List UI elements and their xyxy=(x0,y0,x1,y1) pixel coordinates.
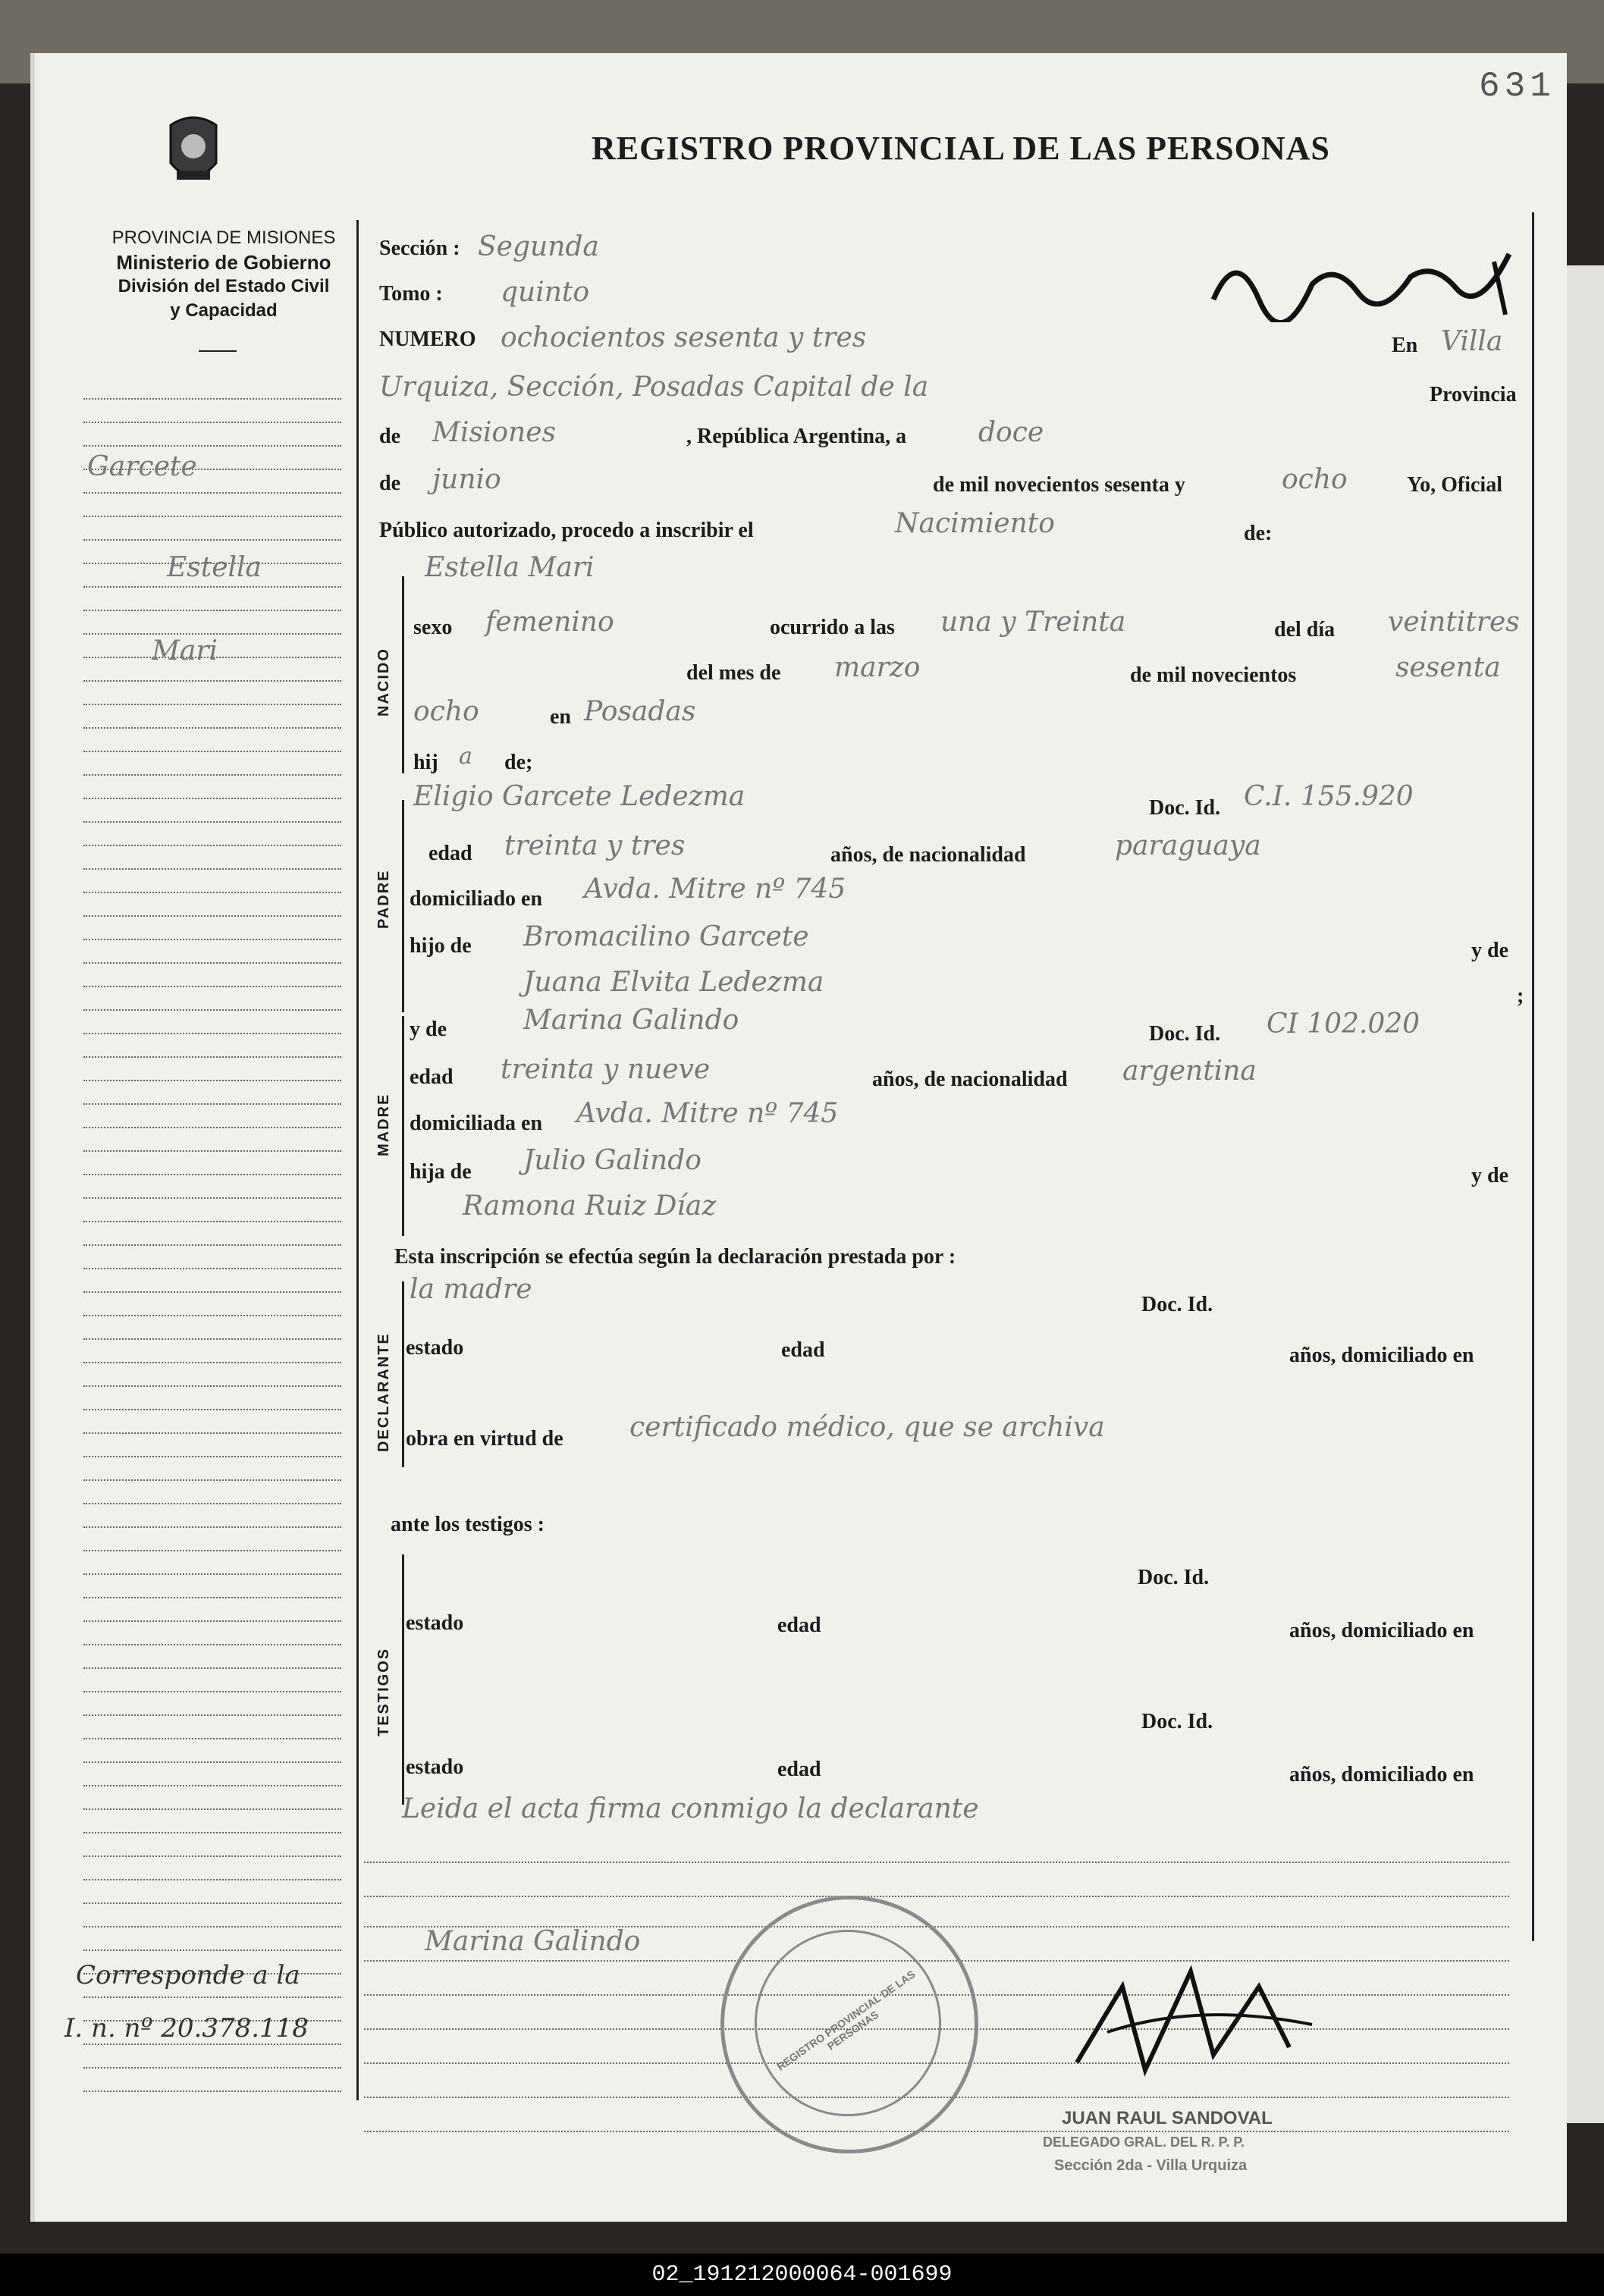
publico-label: Público autorizado, procedo a inscribir el xyxy=(379,519,754,542)
madre-nombre-value: Marina Galindo xyxy=(523,1005,739,1036)
nacido-section-label: NACIDO xyxy=(375,648,392,717)
margin-ruled-line xyxy=(83,1879,341,1880)
margin-ruled-line xyxy=(83,1644,341,1645)
madre-nac-label: años, de nacionalidad xyxy=(872,1068,1068,1091)
hora-value: una y Treinta xyxy=(940,607,1126,638)
anio-nac-value: sesenta xyxy=(1395,652,1501,683)
margin-ruled-line xyxy=(83,1785,341,1786)
padre-doc-label: Doc. Id. xyxy=(1149,796,1221,820)
padre-madre-value: Juana Elvita Ledezma xyxy=(523,967,824,998)
declarante-doc-label: Doc. Id. xyxy=(1141,1293,1213,1316)
madre-madre-value: Ramona Ruiz Díaz xyxy=(463,1190,717,1222)
capacity-name: y Capacidad xyxy=(170,300,278,321)
margin-ruled-line xyxy=(83,986,341,987)
margin-ruled-line xyxy=(83,1949,341,1951)
padre-nac-value: paraguaya xyxy=(1115,830,1261,861)
hij-label: hij xyxy=(413,751,438,774)
testigo2-anios-label: años, domiciliado en xyxy=(1289,1763,1474,1786)
sexo-value: femenino xyxy=(485,607,614,638)
dia-nac-value: veintitres xyxy=(1388,607,1520,638)
anio-value: ocho xyxy=(1282,464,1348,495)
padre-padre-value: Bromacilino Garcete xyxy=(523,921,809,952)
oficial-label: Yo, Oficial xyxy=(1407,473,1502,497)
en-value: Villa xyxy=(1441,326,1503,357)
madre-padre-value: Julio Galindo xyxy=(523,1145,702,1176)
margin-ruled-line xyxy=(83,633,341,635)
margin-ruled-line xyxy=(83,1902,341,1904)
margin-ruled-line xyxy=(83,704,341,705)
margin-ruled-line xyxy=(83,1174,341,1175)
madre-edad-label: edad xyxy=(410,1065,454,1089)
margin-ruled-line xyxy=(83,962,341,964)
mil-label: de mil novecientos xyxy=(1130,663,1297,687)
margin-ruled-line xyxy=(83,2091,341,2092)
margin-ruled-line xyxy=(83,516,341,517)
margin-ruled-line xyxy=(83,1832,341,1833)
image-caption: 02_191212000064-001699 xyxy=(0,2254,1604,2296)
margin-ruled-line xyxy=(83,1385,341,1387)
margin-ruled-line xyxy=(83,1761,341,1763)
ministry-header xyxy=(72,226,375,323)
margin-ruled-line xyxy=(83,1620,341,1622)
margin-ruled-line xyxy=(83,1268,341,1269)
ministry-name: Ministerio de Gobierno xyxy=(116,251,331,274)
anio-label: de mil novecientos sesenta y xyxy=(933,473,1185,497)
margin-ruled-line xyxy=(83,1855,341,1857)
margin-ruled-line xyxy=(83,680,341,682)
mes-value: junio xyxy=(432,464,501,495)
testigo2-doc-label: Doc. Id. xyxy=(1141,1710,1213,1733)
margin-ruled-line xyxy=(83,727,341,729)
dia-value: doce xyxy=(978,417,1044,448)
margin-ruled-line xyxy=(83,1432,341,1434)
testigo1-edad-label: edad xyxy=(777,1614,821,1637)
margin-ruled-line xyxy=(83,1197,341,1199)
margin-ruled-line xyxy=(83,868,341,870)
margin-ruled-line xyxy=(83,892,341,893)
official-signature xyxy=(1062,1941,1335,2093)
official-office: Sección 2da - Villa Urquiza xyxy=(1054,2157,1248,2174)
margin-ruled-line xyxy=(83,751,341,752)
margin-divider xyxy=(356,220,359,2100)
de-label-2: de xyxy=(379,472,400,495)
padre-yde-label: y de xyxy=(1471,939,1508,962)
margin-ruled-line xyxy=(83,845,341,846)
nacido-bracket xyxy=(402,576,419,773)
madre-doc-value: CI 102.020 xyxy=(1267,1008,1420,1040)
leida-value: Leida el acta firma conmigo la declarante xyxy=(402,1793,979,1824)
seccion-label: Sección : xyxy=(379,237,460,260)
de-colon-label: de: xyxy=(1244,522,1273,545)
lugar-value: Urquiza, Sección, Posadas Capital de la xyxy=(379,372,929,403)
mes-nac-value: marzo xyxy=(834,652,921,683)
page-number: 631 xyxy=(1479,67,1555,106)
padre-semicolon: ; xyxy=(1517,984,1524,1008)
margin-ruled-line xyxy=(83,1479,341,1481)
seal-text: REGISTRO PROVINCIAL DE LAS PERSONAS xyxy=(774,1968,918,2073)
margin-ruled-line xyxy=(83,2044,341,2045)
margin-ruled-line xyxy=(83,1033,341,1034)
nombre-value: Estella Mari xyxy=(425,552,595,583)
testigos-intro: ante los testigos : xyxy=(391,1513,545,1536)
madre-edad-value: treinta y nueve xyxy=(501,1054,711,1085)
provincia-label: Provincia xyxy=(1430,383,1517,406)
margin-ruled-line xyxy=(83,1244,341,1246)
declarante-signature: Marina Galindo xyxy=(425,1926,641,1957)
declarante-section-label: DECLARANTE xyxy=(375,1332,392,1452)
margin-ruled-line xyxy=(83,1291,341,1293)
padre-edad-value: treinta y tres xyxy=(504,830,686,861)
margin-ruled-line xyxy=(83,1080,341,1081)
padre-dom-value: Avda. Mitre nº 745 xyxy=(584,874,846,905)
madre-dom-value: Avda. Mitre nº 745 xyxy=(576,1098,839,1129)
declarante-intro: Esta inscripción se efectúa según la declaración prestada por : xyxy=(394,1245,956,1269)
del-mes-label: del mes de xyxy=(686,661,781,685)
main-ruled-line xyxy=(364,1896,1509,1897)
margin-ruled-line xyxy=(83,1456,341,1457)
madre-doc-label: Doc. Id. xyxy=(1149,1022,1221,1046)
acto-value: Nacimiento xyxy=(895,508,1055,539)
margin-ruled-line xyxy=(83,1691,341,1692)
margin-ruled-line xyxy=(83,539,341,541)
margin-nombre: Estella xyxy=(167,552,262,583)
padre-nac-label: años, de nacionalidad xyxy=(830,843,1026,867)
margin-ruled-line xyxy=(83,1009,341,1011)
margin-ruled-line xyxy=(83,1315,341,1316)
margin-ruled-line xyxy=(83,1338,341,1340)
declarante-nombre-value: la madre xyxy=(410,1274,532,1305)
margin-ruled-line xyxy=(83,398,341,400)
margin-ruled-line xyxy=(83,1808,341,1810)
main-ruled-line xyxy=(364,2131,1509,2132)
padre-dom-label: domiciliado en xyxy=(410,887,543,911)
margin-ruled-line xyxy=(83,1409,341,1410)
del-dia-label: del día xyxy=(1274,618,1336,641)
margin-ruled-line xyxy=(83,2067,341,2069)
margin-ruled-line xyxy=(83,798,341,799)
margin-ruled-line xyxy=(83,1127,341,1128)
madre-nac-value: argentina xyxy=(1122,1055,1257,1087)
margin-ruled-line xyxy=(83,1103,341,1105)
testigos-section-label: TESTIGOS xyxy=(375,1647,392,1736)
margin-ruled-line xyxy=(83,1221,341,1222)
margin-ruled-line xyxy=(83,1550,341,1551)
ocurrido-label: ocurrido a las xyxy=(770,616,895,639)
padre-doc-value: C.I. 155.920 xyxy=(1244,781,1414,812)
margin-ruled-line xyxy=(83,422,341,423)
padre-section-label: PADRE xyxy=(375,869,392,929)
province-name: PROVINCIA DE MISIONES xyxy=(111,227,336,248)
coat-of-arms-icon xyxy=(163,110,224,193)
margin-ruled-line xyxy=(83,1597,341,1598)
margin-ruled-line xyxy=(83,1526,341,1528)
anio-nac-value-2: ocho xyxy=(413,696,479,727)
madre-yde-label: y de xyxy=(410,1018,447,1041)
document-title: REGISTRO PROVINCIAL DE LAS PERSONAS xyxy=(592,130,1330,167)
margin-ruled-line xyxy=(83,610,341,611)
margin-ruled-line xyxy=(83,1926,341,1927)
margin-ruled-line xyxy=(83,821,341,823)
testigo2-edad-label: edad xyxy=(777,1758,821,1781)
padre-nombre-value: Eligio Garcete Ledezma xyxy=(413,781,745,812)
numero-value: ochocientos sesenta y tres xyxy=(501,322,867,353)
official-title: DELEGADO GRAL. DEL R. P. P. xyxy=(1043,2134,1245,2150)
margin-ruled-line xyxy=(83,492,341,494)
margin-ruled-line xyxy=(83,1573,341,1575)
margin-note-1: Corresponde a la xyxy=(76,1960,300,1990)
margin-apellido: Garcete xyxy=(87,451,197,482)
margin-ruled-line xyxy=(83,939,341,940)
right-border xyxy=(1532,212,1534,1941)
declarante-anios-label: años, domiciliado en xyxy=(1289,1344,1474,1367)
sexo-label: sexo xyxy=(413,616,453,639)
en-label: En xyxy=(1392,334,1418,357)
seccion-value: Segunda xyxy=(478,231,599,262)
madre-dom-label: domiciliada en xyxy=(410,1112,543,1135)
division-name: División del Estado Civil xyxy=(118,276,330,296)
hij-value: a xyxy=(459,743,472,770)
en-nac-label: en xyxy=(550,705,571,729)
declarante-obra-label: obra en virtud de xyxy=(406,1427,563,1451)
margin-ruled-line xyxy=(83,1738,341,1739)
testigo1-doc-label: Doc. Id. xyxy=(1138,1566,1210,1589)
tomo-value: quinto xyxy=(501,277,590,308)
provincia-value: Misiones xyxy=(432,417,557,448)
registry-seal xyxy=(720,1896,978,2153)
lugar-nac-value: Posadas xyxy=(584,696,696,727)
testigo2-estado-label: estado xyxy=(406,1755,464,1779)
margin-ruled-line xyxy=(83,1503,341,1504)
tomo-label: Tomo : xyxy=(379,282,443,306)
margin-ruled-line xyxy=(83,445,341,447)
madre-hija-label: hija de xyxy=(410,1160,472,1184)
official-signature-top xyxy=(1206,231,1524,322)
numero-label: NUMERO xyxy=(379,328,476,351)
header-dash xyxy=(199,350,237,352)
declarante-obra-value: certificado médico, que se archiva xyxy=(629,1412,1105,1443)
margin-ruled-line xyxy=(83,1150,341,1152)
madre-yde2-label: y de xyxy=(1471,1164,1508,1187)
margin-ruled-line xyxy=(83,1362,341,1363)
republica-label: , República Argentina, a xyxy=(686,425,907,448)
testigo1-estado-label: estado xyxy=(406,1611,464,1635)
margin-ruled-line xyxy=(83,586,341,588)
declarante-edad-label: edad xyxy=(781,1338,825,1362)
padre-hijo-label: hijo de xyxy=(410,934,472,958)
declarante-estado-label: estado xyxy=(406,1336,464,1360)
main-ruled-line xyxy=(364,1862,1509,1863)
hij-de-label: de; xyxy=(504,751,533,774)
de-label: de xyxy=(379,425,400,448)
margin-extra: Mari xyxy=(152,635,218,667)
madre-section-label: MADRE xyxy=(375,1093,392,1156)
margin-ruled-line xyxy=(83,774,341,776)
margin-ruled-line xyxy=(83,1056,341,1058)
official-name: JUAN RAUL SANDOVAL xyxy=(1062,2108,1273,2128)
margin-ruled-line xyxy=(83,1714,341,1716)
testigo1-anios-label: años, domiciliado en xyxy=(1289,1619,1474,1642)
margin-note-2: I. n. nº 20.378.118 xyxy=(64,2013,309,2044)
padre-edad-label: edad xyxy=(428,842,472,865)
margin-ruled-line xyxy=(83,1667,341,1669)
margin-ruled-line xyxy=(83,1996,341,1998)
margin-ruled-line xyxy=(83,915,341,917)
